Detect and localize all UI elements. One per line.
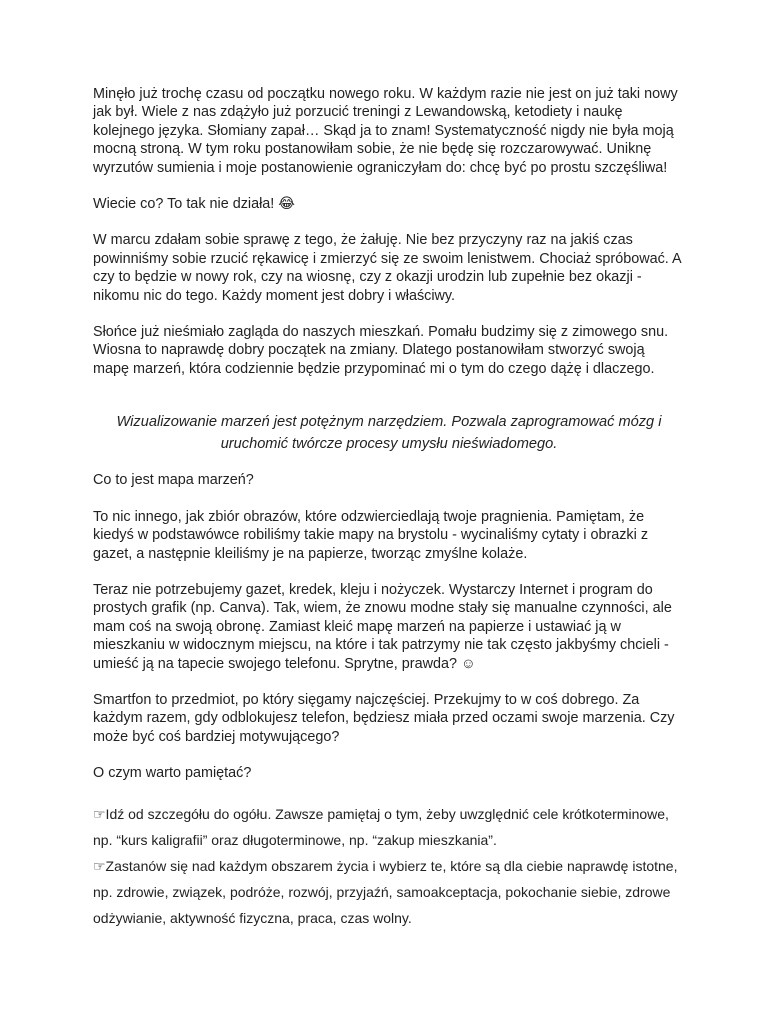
intro-paragraph-2: Wiecie co? To tak nie działa! 😂 bbox=[93, 196, 296, 213]
list-item: ☞Zastanów się nad każdym obszarem życia i wybierz te, które są dla ciebie naprawdę istotne, np. zdrowie, związek, podróże, rozwój, przyjaźń, samoakceptacja, pokochanie siebie, zdrowe odżywianie, aktywność fizyczna, praca, czas wolny. bbox=[93, 857, 678, 926]
intro-paragraph-3: W marcu zdałam sobie sprawę z tego, że żałuję. Nie bez przyczyny raz na jakiś czas powinniśmy sobie rzucić rękawicę i zmierzyć się ze swoim lenistwem. Chociaż spróbować. A czy to będzie w nowy rok, czy na wiosnę, czy z okazji urodzin lub zupełnie bez okazji - nikomu nic do tego. Każdy moment jest dobry i właściwy. bbox=[93, 232, 681, 304]
what-paragraph-2: Teraz nie potrzebujemy gazet, kredek, kleju i nożyczek. Wystarczy Internet i program do prostych grafik (np. Canva). Tak, wiem, że znowu modne stały się manualne czynności, ale mam coś na swoją obronę. Zamiast kleić mapę marzeń na papierze i ustawiać ją w mieszkaniu w widocznym miejscu, na które i tak patrzymy nie tak często jakbyśmy chcieli - umieść ją na tapecie swojego telefonu. Sprytne, prawda? ☺ bbox=[93, 581, 672, 672]
intro-paragraph-4: Słońce już nieśmiało zagląda do naszych mieszkań. Pomału budzimy się z zimowego snu. Wiosna to naprawdę dobry początek na zmiany. Dlatego postanowiłam stworzyć swoją mapę marzeń, która codziennie będzie przypominać mi o tym do czego dążę i dlaczego. bbox=[93, 324, 669, 377]
what-paragraph-1: To nic innego, jak zbiór obrazów, które odzwierciedlają twoje pragnienia. Pamiętam, że kiedyś w podstawówce robiliśmy takie mapy na brystolu - wycinaliśmy cytaty i obrazki z gazet, a następnie kleiliśmy je na papierze, tworząc zmyślne kolaże. bbox=[93, 508, 649, 562]
heading-what-to-remember: O czym warto pamiętać? bbox=[93, 765, 252, 782]
pull-quote: Wizualizowanie marzeń jest potężnym narzędziem. Pozwala zaprogramować mózg i uruchomić twórcze procesy umysłu nieświadomego. bbox=[116, 414, 662, 453]
heading-what-is-dream-map: Co to jest mapa marzeń? bbox=[93, 472, 254, 489]
list-item: ☞Idź od szczegółu do ogółu. Zawsze pamiętaj o tym, żeby uwzględnić cele krótkoterminowe, np. “kurs kaligrafii” oraz długoterminowe, np. “zakup mieszkania”. bbox=[93, 805, 669, 848]
document-page bbox=[93, 85, 683, 931]
what-paragraph-3: Smartfon to przedmiot, po który sięgamy najczęściej. Przekujmy to w coś dobrego. Za każdym razem, gdy odblokujesz telefon, będziesz miała przed oczami swoje marzenia. Czy może być coś bardziej motywującego? bbox=[93, 691, 675, 745]
intro-paragraph-1: Minęło już trochę czasu od początku nowego roku. W każdym razie nie jest on już taki nowy jak był. Wiele z nas zdążyło już porzucić treningi z Lewandowską, ketodiety i naukę kolejnego języka. Słomiany zapał… Skąd ja to znam! Systematyczność nigdy nie była moją mocną stroną. W tym roku postanowiłam sobie, że nie będę się rozczarowywać. Uniknę wyrzutów sumienia i moje postanowienie ograniczyłam do: chcę być po prostu szczęśliwa! bbox=[93, 86, 678, 176]
